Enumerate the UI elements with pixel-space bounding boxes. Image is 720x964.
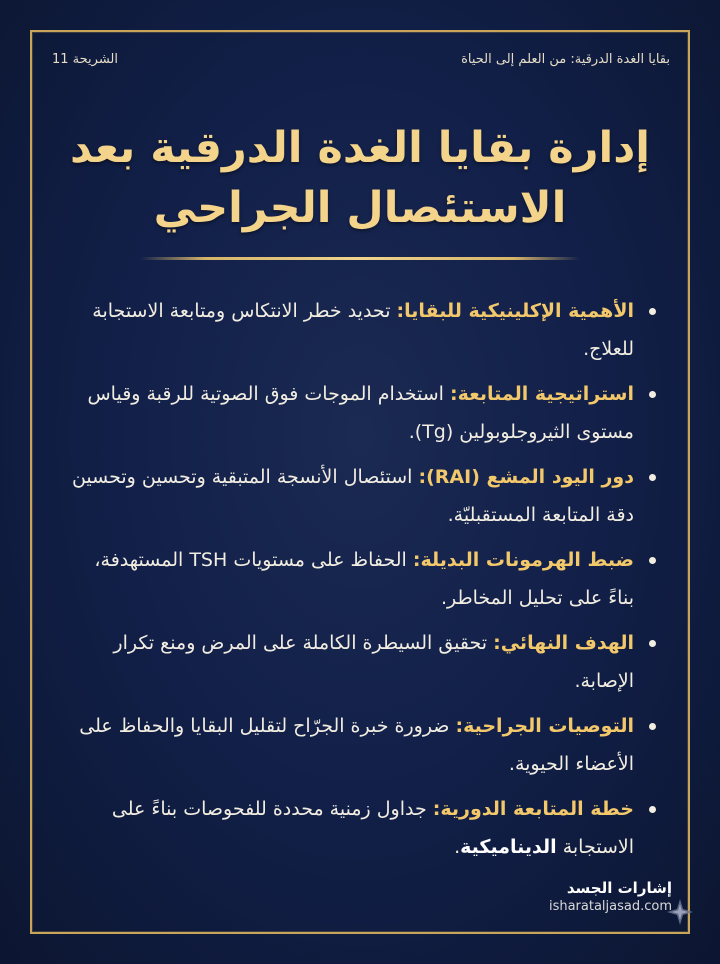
bullet-icon bbox=[649, 557, 656, 564]
list-item bbox=[70, 292, 658, 368]
list-item bbox=[70, 458, 658, 534]
item-emphasis: الديناميكية bbox=[460, 836, 557, 858]
item-text: جداول زمنية محددة للفحوصات بناءً على الاستجابة bbox=[111, 798, 634, 858]
brand-name: إشارات الجسد bbox=[566, 879, 672, 897]
bullet-icon bbox=[649, 723, 656, 730]
item-label: ضبط الهرمونات البديلة: bbox=[412, 549, 634, 571]
bullet-icon bbox=[649, 308, 656, 315]
list-item bbox=[70, 541, 658, 617]
page-title: إدارة بقايا الغدة الدرقية بعد الاستئصال الجراحي bbox=[70, 123, 650, 233]
item-text: ضرورة خبرة الجرّاح لتقليل البقايا والحفاظ على الأعضاء الحيوية. bbox=[79, 715, 634, 775]
slide-number: الشريحة 11 bbox=[52, 52, 119, 67]
bullet-list bbox=[70, 292, 658, 873]
list-item bbox=[70, 375, 658, 451]
bullet-icon bbox=[649, 640, 656, 647]
item-text: استخدام الموجات فوق الصوتية للرقبة وقياس مستوى الثيروجلوبولين (Tg). bbox=[87, 383, 634, 443]
item-text: الحفاظ على مستويات TSH المستهدفة، بناءً على تحليل المخاطر. bbox=[94, 549, 634, 609]
item-label: استراتيجية المتابعة: bbox=[449, 383, 634, 405]
brand-url[interactable]: isharataljasad.com bbox=[548, 899, 672, 914]
series-title: بقايا الغدة الدرقية: من العلم إلى الحياة bbox=[461, 52, 670, 67]
item-label: دور اليود المشع (RAI): bbox=[418, 466, 634, 488]
bullet-icon bbox=[649, 806, 656, 813]
item-text: استئصال الأنسجة المتبقية وتحسين وتحسين دقة المتابعة المستقبليّة. bbox=[71, 466, 634, 526]
list-item bbox=[70, 790, 658, 866]
bullet-icon bbox=[649, 474, 656, 481]
item-label: الأهمية الإكلينيكية للبقايا: bbox=[396, 300, 634, 322]
brand-block bbox=[549, 878, 672, 916]
item-label: خطة المتابعة الدورية: bbox=[432, 798, 634, 820]
list-item bbox=[70, 707, 658, 783]
item-tail: . bbox=[454, 836, 461, 858]
item-label: التوصيات الجراحية: bbox=[455, 715, 634, 737]
item-label: الهدف النهائي: bbox=[493, 632, 634, 654]
list-item bbox=[70, 624, 658, 700]
bullet-icon bbox=[649, 391, 656, 398]
item-text: تحديد خطر الانتكاس ومتابعة الاستجابة للعلاج. bbox=[92, 300, 634, 360]
title-divider bbox=[140, 257, 580, 260]
sparkle-icon bbox=[666, 898, 694, 926]
item-text: تحقيق السيطرة الكاملة على المرض ومنع تكرار الإصابة. bbox=[113, 632, 634, 692]
